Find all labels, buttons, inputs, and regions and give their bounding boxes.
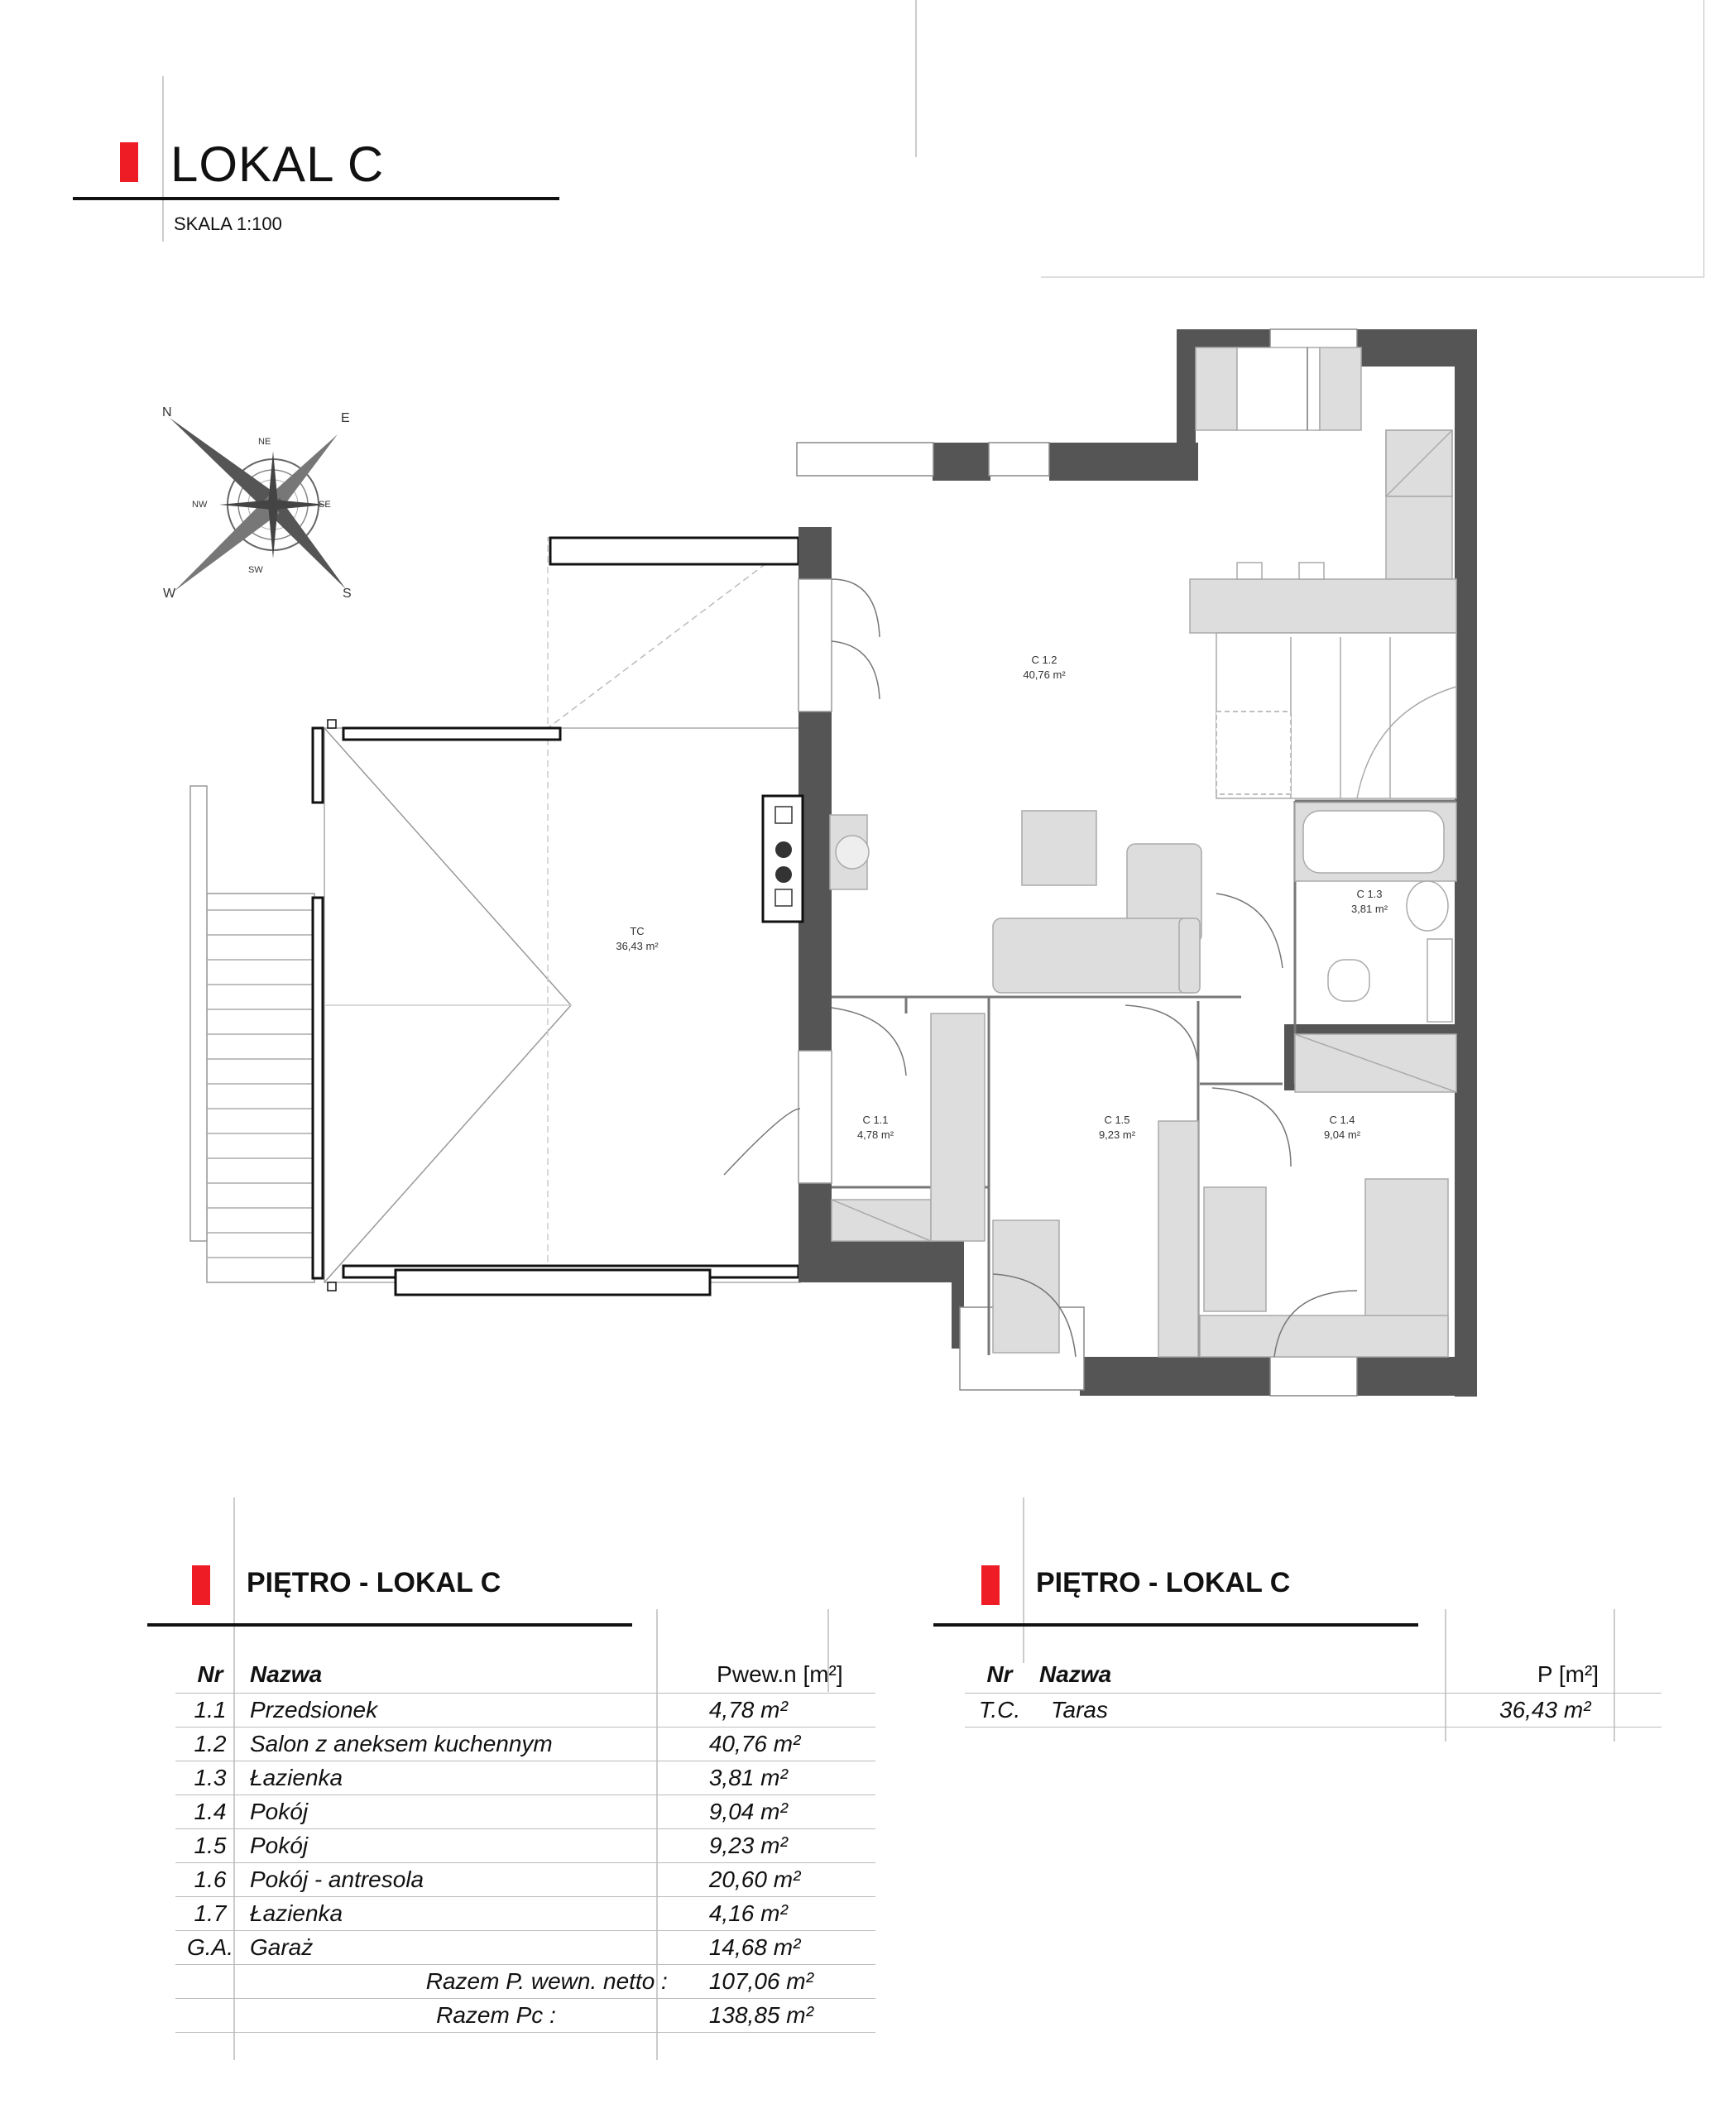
row-name: Pokój: [245, 1795, 684, 1829]
compass-s: S: [343, 587, 352, 601]
row-name: Salon z aneksem kuchennym: [245, 1727, 684, 1761]
row-name: Przedsionek: [245, 1694, 684, 1727]
row-value: 40,76 m²: [684, 1727, 875, 1761]
row-value: 9,23 m²: [684, 1829, 875, 1863]
page-title: LOKAL C: [170, 137, 385, 192]
row-name: Taras: [1034, 1694, 1475, 1727]
table-left-head-nr: Nr: [175, 1638, 245, 1694]
row-nr: 1.4: [175, 1795, 245, 1829]
table-row: [965, 1694, 1662, 1727]
room-c12-code: C 1.2: [1031, 654, 1057, 666]
scale-label: SKALA 1:100: [174, 213, 282, 234]
table-row: [175, 1727, 875, 1761]
table-right-head-name: Nazwa: [1034, 1638, 1475, 1694]
row-nr: 1.5: [175, 1829, 245, 1863]
row-value: 4,16 m²: [684, 1897, 875, 1931]
table-left-red-marker: [192, 1565, 210, 1605]
row-value: 4,78 m²: [684, 1694, 875, 1727]
compass-w: W: [163, 587, 176, 601]
row-value: 36,43 m²: [1475, 1694, 1662, 1727]
row-nr: 1.7: [175, 1897, 245, 1931]
table-left-head-name: Nazwa: [245, 1638, 684, 1694]
table-left-head-value: Pwew.n [m²]: [684, 1638, 875, 1694]
table-row: [175, 1694, 875, 1727]
room-c11-area: 4,78 m²: [856, 1128, 894, 1141]
terrace: [324, 538, 800, 1282]
row-nr: 1.3: [175, 1761, 245, 1795]
room-c14-code: C 1.4: [1329, 1114, 1355, 1126]
table-total-row: [175, 1965, 875, 1999]
terrace-railings: [313, 538, 798, 1295]
compass-se: SE: [319, 500, 331, 510]
living-furniture: [830, 811, 1201, 993]
row-name: Łazienka: [245, 1897, 684, 1931]
table-total-row: [175, 1999, 875, 2033]
row-name: Pokój: [245, 1829, 684, 1863]
bathroom: [1295, 803, 1456, 1092]
compass-n: N: [162, 405, 172, 419]
table-row: [175, 1863, 875, 1897]
compass-e: E: [341, 411, 350, 425]
row-value: 20,60 m²: [684, 1863, 875, 1897]
room-c15-area: 9,23 m²: [1098, 1128, 1136, 1141]
row-value: 3,81 m²: [684, 1761, 875, 1795]
table-left-rule: [147, 1623, 632, 1627]
row-nr: 1.2: [175, 1727, 245, 1761]
room-c13-code: C 1.3: [1356, 888, 1383, 900]
room-c14-area: 9,04 m²: [1323, 1128, 1361, 1141]
table-right-rule: [933, 1623, 1418, 1627]
row-nr: T.C.: [965, 1694, 1034, 1727]
table-left-title: PIĘTRO - LOKAL C: [247, 1567, 501, 1598]
fireplace: [763, 796, 803, 922]
room-c12-area: 40,76 m²: [1023, 668, 1066, 681]
table-row: [175, 1761, 875, 1795]
table-right-red-marker: [981, 1565, 1000, 1605]
row-name: Garaż: [245, 1931, 684, 1965]
table-row: [175, 1829, 875, 1863]
room-tc-area: 36,43 m²: [616, 940, 659, 952]
room-c15-code: C 1.5: [1104, 1114, 1130, 1126]
total-value: 138,85 m²: [684, 1999, 875, 2033]
compass-nw: NW: [192, 500, 208, 510]
table-right: [965, 1638, 1662, 1727]
total-label: Razem Pc :: [175, 1999, 684, 2033]
total-value: 107,06 m²: [684, 1965, 875, 1999]
table-left: [175, 1638, 875, 2033]
table-row: [175, 1897, 875, 1931]
total-label: Razem P. wewn. netto :: [175, 1965, 684, 1999]
kitchen: [1190, 347, 1456, 633]
interior-stairs: [1216, 633, 1456, 798]
table-left-header: [175, 1638, 875, 1694]
room-tc-code: TC: [630, 925, 645, 937]
room-c13-area: 3,81 m²: [1350, 903, 1388, 915]
room-c11-code: C 1.1: [862, 1114, 889, 1126]
row-nr: 1.1: [175, 1694, 245, 1727]
table-right-head-nr: Nr: [965, 1638, 1034, 1694]
row-name: Pokój - antresola: [245, 1863, 684, 1897]
terrace-stairs: [190, 786, 314, 1282]
compass-ne: NE: [258, 437, 271, 447]
row-name: Łazienka: [245, 1761, 684, 1795]
row-value: 9,04 m²: [684, 1795, 875, 1829]
compass-sw: SW: [248, 565, 263, 575]
row-nr: 1.6: [175, 1863, 245, 1897]
table-row: [175, 1795, 875, 1829]
row-nr: G.A.: [175, 1931, 245, 1965]
table-right-header: [965, 1638, 1662, 1694]
table-right-title: PIĘTRO - LOKAL C: [1036, 1567, 1291, 1598]
table-right-head-value: P [m²]: [1475, 1638, 1662, 1694]
table-row: [175, 1931, 875, 1965]
compass-rose: [162, 405, 352, 601]
row-value: 14,68 m²: [684, 1931, 875, 1965]
